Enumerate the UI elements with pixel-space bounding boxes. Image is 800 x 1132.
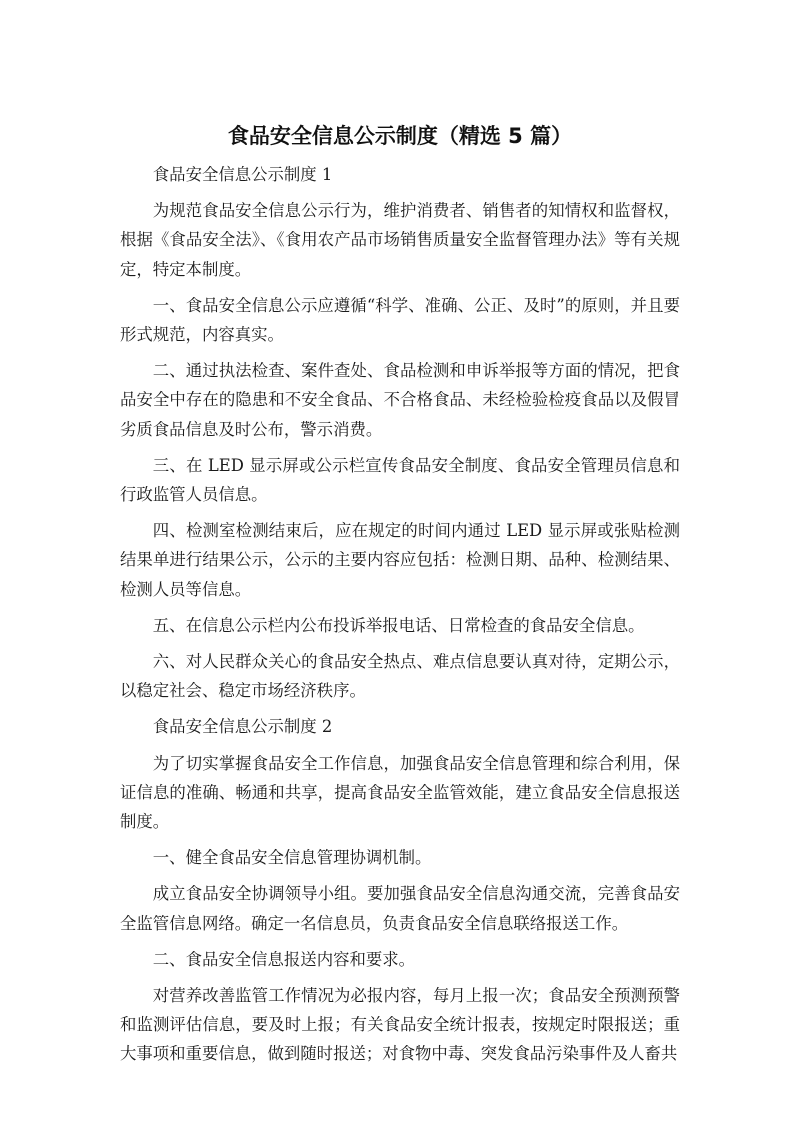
paragraph: 四、检测室检测结束后，应在规定的时间内通过 LED 显示屏或张贴检测结果单进行结果公示，公示的主要内容应包括：检测日期、品种、检测结果、检测人员等信息。 (120, 521, 680, 599)
paragraph: 三、在 LED 显示屏或公示栏宣传食品安全制度、食品安全管理员信息和行政监管人员信息。 (120, 455, 680, 505)
document-body (120, 160, 680, 1076)
paragraph: 为了切实掌握食品安全工作信息，加强食品安全信息管理和综合利用，保证信息的准确、畅通和共享，提高食品安全监管效能，建立食品安全信息报送制度。 (120, 753, 680, 832)
document-title: 食品安全信息公示制度（精选 5 篇） (227, 124, 573, 148)
section-heading: 食品安全信息公示制度 1 (152, 165, 333, 184)
paragraph: 五、在信息公示栏内公布投诉举报电话、日常检查的食品安全信息。 (152, 615, 645, 635)
paragraph: 对营养改善监管工作情况为必报内容，每月上报一次；食品安全预测预警和监测评估信息，要及时上报；有关食品安全统计报表，按规定时限报送；重大事项和重要信息，做到随时报送；对食物中毒、突发食品污染事件及人畜共 (120, 986, 680, 1064)
paragraph: 成立食品安全协调领导小组。要加强食品安全信息沟通交流，完善食品安全监管信息网络。确定一名信息员，负责食品安全信息联络报送工作。 (120, 884, 680, 933)
section-heading: 食品安全信息公示制度 2 (152, 717, 333, 737)
paragraph: 一、健全食品安全信息管理协调机制。 (152, 848, 432, 868)
paragraph: 一、食品安全信息公示应遵循“科学、准确、公正、及时”的原则，并且要形式规范，内容真实。 (120, 295, 680, 345)
paragraph: 为规范食品安全信息公示行为，维护消费者、销售者的知情权和监督权，根据《食品安全法》、《食用农产品市场销售质量安全监督管理办法》等有关规定，特定本制度。 (120, 201, 680, 279)
paragraph: 二、食品安全信息报送内容和要求。 (152, 949, 416, 969)
paragraph: 二、通过执法检查、案件查处、食品检测和申诉举报等方面的情况，把食品安全中存在的隐患和不安全食品、不合格食品、未经检验检疫食品以及假冒劣质食品信息及时公布，警示消费。 (120, 361, 680, 439)
paragraph: 六、对人民群众关心的食品安全热点、难点信息要认真对待，定期公示，以稳定社会、稳定市场经济秩序。 (120, 652, 680, 701)
